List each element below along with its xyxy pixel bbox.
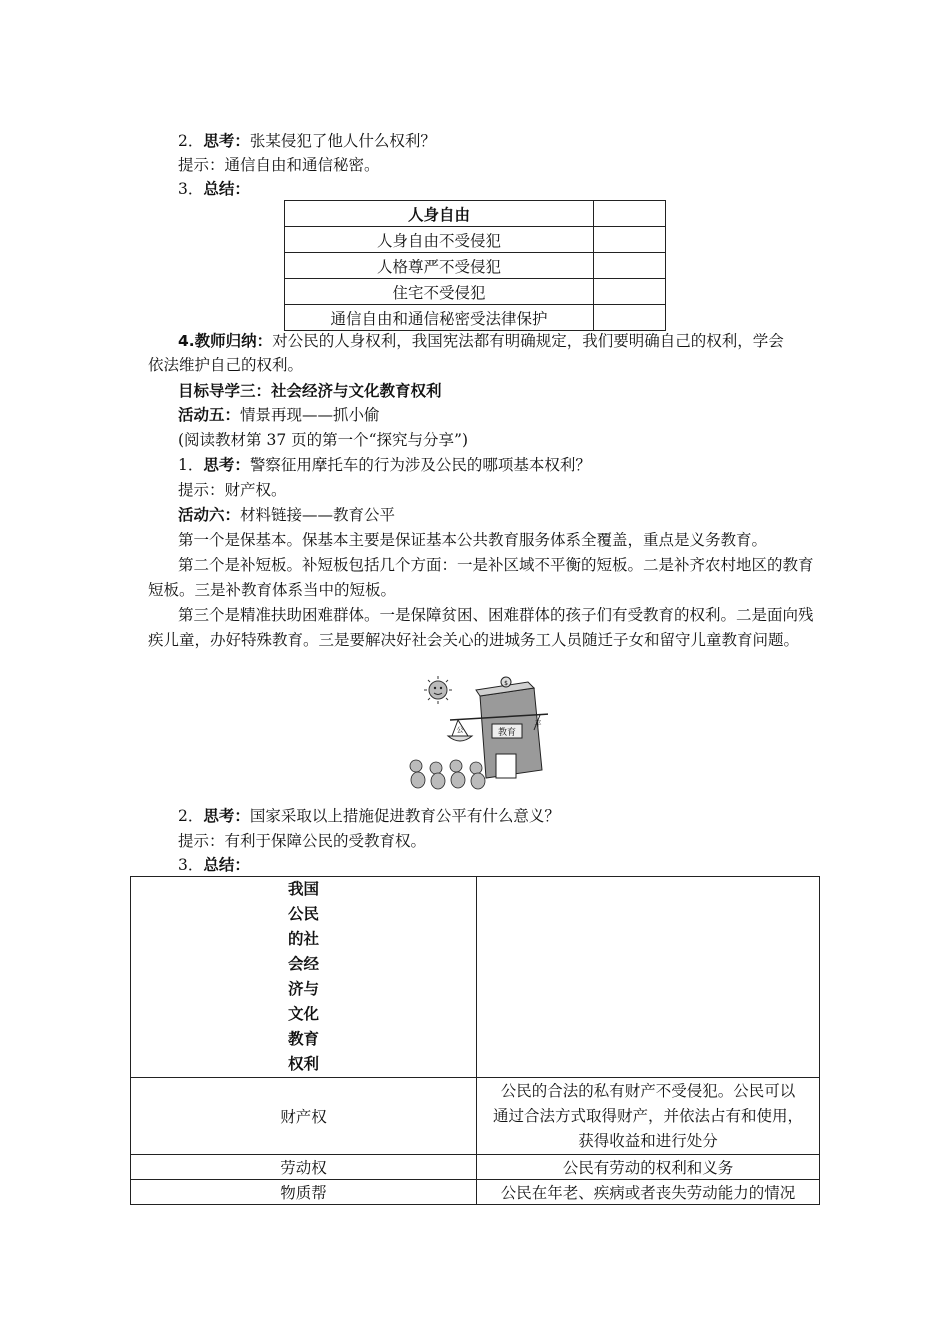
table-cell: 住宅不受侵犯 — [285, 279, 594, 305]
table-cell: 通信自由和通信秘密受法律保护 — [285, 305, 594, 331]
item-number: 2． — [178, 132, 204, 150]
goal-3-title: 目标导学三：社会经济与文化教育权利 — [178, 382, 442, 400]
education-building-icon — [476, 677, 542, 778]
question-1-line — [178, 453, 591, 477]
table-row — [131, 1155, 820, 1180]
teacher-label: 4.教师归纳： — [178, 332, 273, 350]
table-row — [285, 201, 666, 227]
think-label: 思考： — [203, 456, 250, 474]
table-cell: 人格尊严不受侵犯 — [285, 253, 594, 279]
activity-5-line — [178, 403, 380, 427]
item-number: 1． — [178, 456, 204, 474]
activity-5-note: (阅读教材第 37 页的第一个“探究与分享”) — [178, 431, 469, 449]
think-question: 张某侵犯了他人什么权利？ — [249, 132, 436, 150]
header-fragment: 公民 — [287, 905, 319, 923]
think-question: 警察征用摩托车的行为涉及公民的哪项基本权利？ — [249, 456, 591, 474]
table-cell — [477, 1078, 820, 1155]
personal-freedom-table — [284, 200, 666, 331]
question-2-hint: 提示：有利于保障公民的受教育权。 — [178, 832, 427, 850]
summary-label: 总结： — [203, 856, 250, 874]
table-cell: 人身自由不受侵犯 — [285, 227, 594, 253]
empty-cell — [594, 227, 666, 253]
question-1-hint: 提示：财产权。 — [178, 481, 287, 499]
activity-label: 活动五： — [178, 406, 241, 424]
table-row — [131, 1078, 820, 1155]
scale-right-label: 平 — [534, 720, 542, 728]
table-cell: 公民在年老、疾病或者丧失劳动能力的情况 — [477, 1180, 820, 1205]
header-fragment: 权利 — [287, 1055, 319, 1073]
cell-line: 公民的合法的私有财产不受侵犯。公民可以 — [500, 1081, 796, 1100]
empty-cell — [477, 877, 820, 1078]
header-fragment: 济与 — [287, 980, 319, 998]
table-header-cell: 人身自由 — [285, 201, 594, 227]
table-cell: 物质帮 — [131, 1180, 477, 1205]
think-label: 思考： — [203, 132, 250, 150]
table-cell: 劳动权 — [131, 1155, 477, 1180]
table-row — [131, 877, 820, 1078]
scale-left-label: 公 — [456, 726, 464, 734]
teacher-summary-line2: 依法维护自己的权利。 — [148, 356, 304, 374]
item-number: 3． — [178, 856, 204, 874]
svg-text:$: $ — [504, 680, 508, 687]
table-row — [131, 1180, 820, 1205]
economic-cultural-rights-table — [130, 876, 820, 1205]
empty-cell — [594, 305, 666, 331]
paragraph-3: 第三个是精准扶助困难群体。一是保障贫困、困难群体的孩子们有受教育的权利。二是面向残疾儿童，办好特殊教育。三是要解决好社会关心的进城务工人员随迁子女和留守儿童教育问题。 — [148, 606, 814, 649]
header-fragment: 文化 — [287, 1005, 319, 1023]
empty-cell — [594, 201, 666, 227]
item-number: 2． — [178, 807, 204, 825]
think-2-line — [178, 129, 436, 153]
summary-label: 总结： — [203, 180, 250, 198]
teacher-summary-line1 — [178, 329, 784, 353]
table-row — [285, 253, 666, 279]
table-cell: 公民有劳动的权利和义务 — [477, 1155, 820, 1180]
think-question: 国家采取以上措施促进教育公平有什么意义？ — [249, 807, 560, 825]
activity-text: 情景再现——抓小偷 — [240, 406, 380, 424]
header-fragment: 会经 — [287, 955, 319, 973]
table-header-cell — [131, 877, 477, 1078]
table-row — [285, 305, 666, 331]
empty-cell — [594, 253, 666, 279]
children-running-icon — [410, 760, 485, 789]
summary-3b-line — [178, 853, 250, 877]
activity-text: 材料链接——教育公平 — [240, 506, 396, 524]
table-cell: 财产权 — [131, 1078, 477, 1155]
activity-6-line — [178, 503, 395, 527]
paragraph-2: 第二个是补短板。补短板包括几个方面：一是补区域不平衡的短板。二是补齐农村地区的教育短板。三是补教育体系当中的短板。 — [148, 556, 814, 599]
item-number: 3． — [178, 180, 204, 198]
question-2-line — [178, 804, 560, 828]
cell-line: 通过合法方式取得财产，并依法占有和使用， — [492, 1106, 803, 1125]
hint-line: 提示：通信自由和通信秘密。 — [178, 156, 380, 174]
cell-line: 获得收益和进行处分 — [578, 1131, 718, 1150]
activity-label: 活动六： — [178, 506, 241, 524]
summary-3-line — [178, 177, 250, 201]
empty-cell — [594, 279, 666, 305]
header-fragment: 我国 — [287, 880, 319, 898]
table-row — [285, 227, 666, 253]
header-fragment: 的社 — [287, 930, 319, 948]
header-fragment: 教育 — [287, 1030, 319, 1048]
building-label: 教育 — [497, 728, 517, 738]
think-label: 思考： — [203, 807, 250, 825]
teacher-text: 对公民的人身权利，我国宪法都有明确规定，我们要明确自己的权利，学会 — [272, 332, 784, 350]
education-fairness-illustration — [400, 674, 548, 792]
table-row — [285, 279, 666, 305]
paragraph-1: 第一个是保基本。保基本主要是保证基本公共教育服务体系全覆盖，重点是义务教育。 — [178, 531, 768, 549]
sun-icon — [424, 676, 452, 704]
